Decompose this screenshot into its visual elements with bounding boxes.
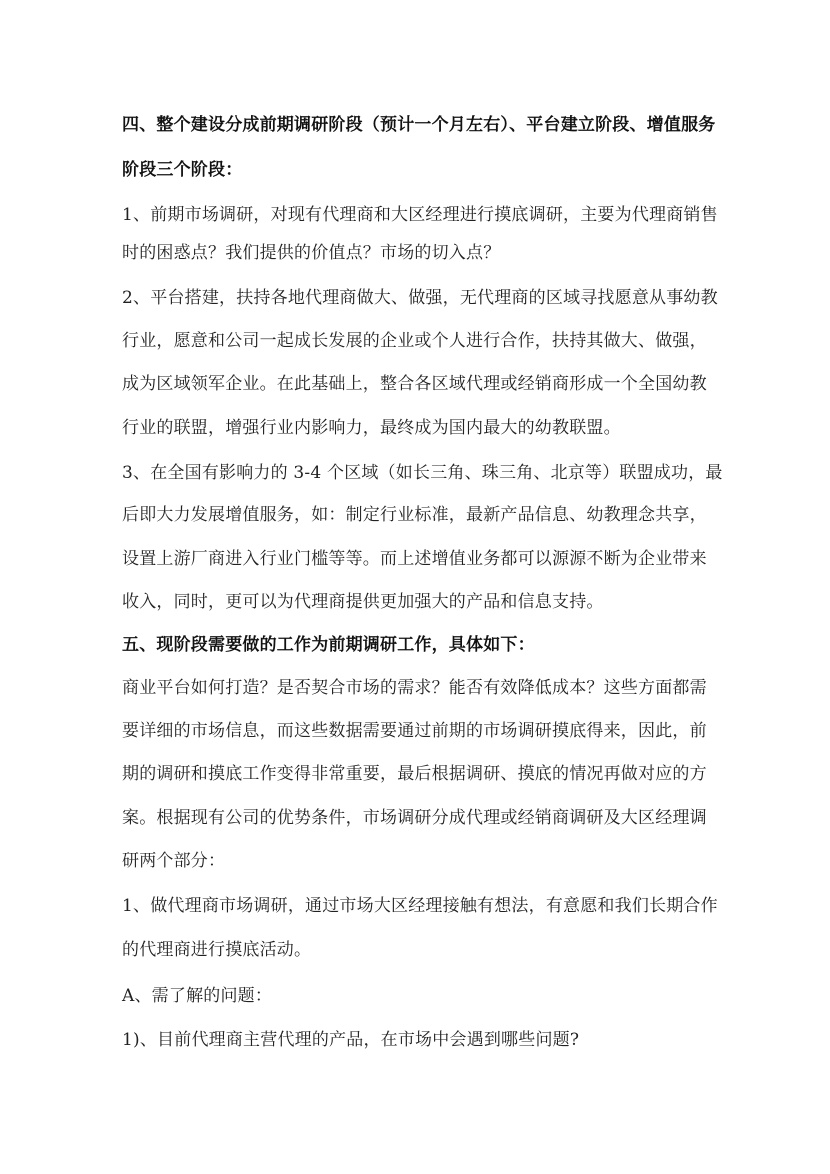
subheading-a: A、需了解的问题： [122,986,273,1006]
paragraph-line: 1、做代理商市场调研，通过市场大区经理接触有想法，有意愿和我们长期合作 [122,896,718,916]
paragraph-line: 商业平台如何打造？是否契合市场的需求？能否有效降低成本？这些方面都需 [122,678,707,698]
section-heading-4-cont: 阶段三个阶段： [122,160,243,180]
paragraph-line: 的代理商进行摸底活动。 [122,940,312,960]
section-heading-4: 四、整个建设分成前期调研阶段（预计一个月左右）、平台建立阶段、增值服务 [122,115,716,135]
paragraph-line: 设置上游厂商进入行业门槛等等。而上述增值业务都可以源源不断为企业带来 [122,549,707,569]
paragraph-line: 行业，愿意和公司一起成长发展的企业或个人进行合作，扶持其做大、做强， [122,331,707,351]
paragraph-line: 案。根据现有公司的优势条件，市场调研分成代理或经销商调研及大区经理调 [122,808,707,828]
paragraph-line: 行业的联盟，增强行业内影响力，最终成为国内最大的幼教联盟。 [122,418,621,438]
paragraph-line: 1、前期市场调研，对现有代理商和大区经理进行摸底调研，主要为代理商销售 [122,205,718,225]
paragraph-line: 时的困惑点？我们提供的价值点？市场的切入点？ [122,243,501,263]
paragraph-line: 收入，同时，更可以为代理商提供更加强大的产品和信息支持。 [122,592,604,612]
list-item: 1)、目前代理商主营代理的产品，在市场中会遇到哪些问题? [122,1030,580,1050]
paragraph-line: 2、平台搭建，扶持各地代理商做大、做强，无代理商的区域寻找愿意从事幼教 [122,288,718,308]
paragraph-line: 后即大力发展增值服务，如：制定行业标准，最新产品信息、幼教理念共享， [122,505,707,525]
paragraph-line: 要详细的市场信息，而这些数据需要通过前期的市场调研摸底得来，因此，前 [122,721,707,741]
paragraph-line: 期的调研和摸底工作变得非常重要，最后根据调研、摸底的情况再做对应的方 [122,764,707,784]
paragraph-line: 3、在全国有影响力的 3-4 个区域（如长三角、珠三角、北京等）联盟成功，最 [122,463,723,483]
paragraph-line: 成为区域领军企业。在此基础上，整合各区域代理或经销商形成一个全国幼教 [122,374,707,394]
paragraph-line: 研两个部分： [122,851,226,871]
section-heading-5: 五、现阶段需要做的工作为前期调研工作，具体如下： [122,635,535,655]
